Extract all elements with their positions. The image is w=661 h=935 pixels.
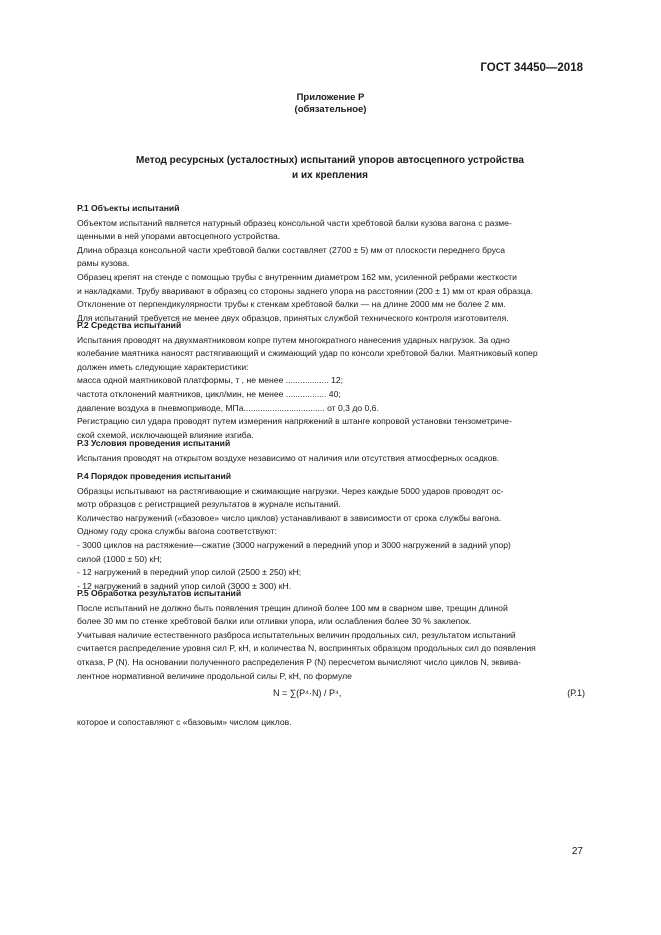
s1-p2b: рамы кузова. (77, 258, 130, 269)
s1-p3b: и накладками. Трубу вваривают в образец со стороны заднего упора на расстоянии (200 ± 1) мм от края образца. (77, 285, 533, 296)
s2-p2b: ской схемой, исключающей влияние изгиба. (77, 429, 254, 440)
s2-char-2: частота отклонений маятников, цикл/мин, не менее ................. 40; (77, 388, 341, 399)
s4-bullet-3: - 12 нагружений в задний упор силой (3000 ± 300) кН. (77, 580, 292, 591)
section-5-heading: Р.5 Обработка результатов испытаний (77, 588, 242, 598)
s5-p2a: Учитывая наличие естественного разброса испытательных величин продольных сил, результатом испытаний (77, 629, 516, 640)
document-title (70, 153, 590, 183)
s1-p1a: Объектом испытаний является натурный образец консольной части хребтовой балки кузова вагона с разме- (77, 217, 512, 228)
s4-bullet-2: - 12 нагружений в передний упор силой (2500 ± 250) кН; (77, 567, 302, 578)
section-2-heading: Р.2 Средства испытаний (77, 320, 182, 330)
section-1-heading: Р.1 Объекты испытаний (77, 203, 180, 213)
s4-p2b: Одному году срока службы вагона соответствуют: (77, 526, 277, 537)
section-5 (77, 581, 585, 683)
formula-number: (Р.1) (567, 688, 585, 698)
formula-expression: N = ∑(P⁴·N) / P⁴, (273, 688, 342, 698)
section-4 (77, 464, 585, 593)
s2-p1a: Испытания проводят на двухмаятниковом копре путем многократного нанесения ударных нагрузок. За одно (77, 334, 510, 345)
s5-p1b: более 30 мм по стенке хребтовой балки или отливки упора, или ослабления более 30 % заклепок. (77, 616, 472, 627)
section-2 (77, 313, 585, 442)
s5-p3: которое и сопоставляют с «базовым» числом циклов. (77, 717, 292, 727)
annex-status: (обязательное) (294, 104, 367, 115)
s4-p1b: мотр образцов с регистрацией результатов в журнале испытаний. (77, 499, 341, 510)
s2-p1c: должен иметь следующие характеристики: (77, 361, 249, 372)
s3-p1: Испытания проводят на открытом воздухе независимо от наличия или отсутствия атмосферных осадков. (77, 452, 500, 463)
annex-title: Приложение Р (296, 92, 365, 103)
s4-bullet-1a: - 3000 циклов на растяжение—сжатие (3000 нагружений в передний упор и 3000 нагружений в задний упор) (77, 539, 511, 550)
s1-p5: Для испытаний требуется не менее двух образцов, принятых службой технического контроля изготовителя. (77, 312, 509, 323)
s4-bullet-1b: силой (1000 ± 50) кН; (77, 553, 162, 564)
s2-char-3: давление воздуха в пневмоприводе, МПа.................................. от 0,3 до 0,6. (77, 402, 379, 413)
s1-p1b: щенными в ней упорами автосцепного устройства. (77, 231, 281, 242)
s5-p2c: отказа, P (N). На основании полученного распределения P (N) пересчетом вычисляют число циклов N, эквива- (77, 656, 522, 667)
section-5-tail (77, 716, 585, 730)
section-3 (77, 431, 585, 465)
formula-p1 (77, 688, 585, 702)
page-number: 27 (571, 846, 583, 857)
s2-p2a: Регистрацию сил удара проводят путем измерения напряжений в штанге копровой установки тензометриче- (77, 416, 512, 427)
s4-p2a: Количество нагружений («базовое» число циклов) устанавливают в зависимости от срока службы вагона. (77, 512, 502, 523)
s5-p2d: лентное нормативной величине продольной силы P, кН, по формуле (77, 670, 352, 681)
s2-p1b: колебание маятника наносят растягивающий и сжимающий удар по консоли хребтовой балки. Маятниковый копер (77, 348, 538, 359)
s5-p1a: После испытаний не должно быть появления трещин длиной более 100 мм в сварном шве, трещин длиной (77, 602, 508, 613)
s1-p2a: Длина образца консольной части хребтовой балки составляет (2700 ± 5) мм от плоскости переднего бруса (77, 244, 505, 255)
section-4-heading: Р.4 Порядок проведения испытаний (77, 471, 232, 481)
s4-p1a: Образцы испытывают на растягивающие и сжимающие нагрузки. Через каждые 5000 ударов проводят ос- (77, 485, 504, 496)
section-3-heading: Р.3 Условия проведения испытаний (77, 438, 231, 448)
document-title-line1: Метод ресурсных (усталостных) испытаний упоров автосцепного устройства (136, 155, 524, 166)
s1-p3a: Образец крепят на стенде с помощью трубы с внутренним диаметром 162 мм, усиленной ребрами жесткости (77, 271, 517, 282)
s1-p4: Отклонение от перпендикулярности трубы к стенкам хребтовой балки — на длине 2000 мм не более 2 мм. (77, 299, 506, 310)
section-1 (77, 196, 585, 325)
s2-char-1: масса одной маятниковой платформы, т , не менее .................. 12; (77, 375, 344, 386)
document-title-line2: и их крепления (292, 170, 368, 181)
s5-p2b: считается распределение уровня сил P, кН, и количества N, воспринятых образцом продольных сил до появления (77, 643, 536, 654)
standard-number: ГОСТ 34450—2018 (480, 62, 583, 74)
